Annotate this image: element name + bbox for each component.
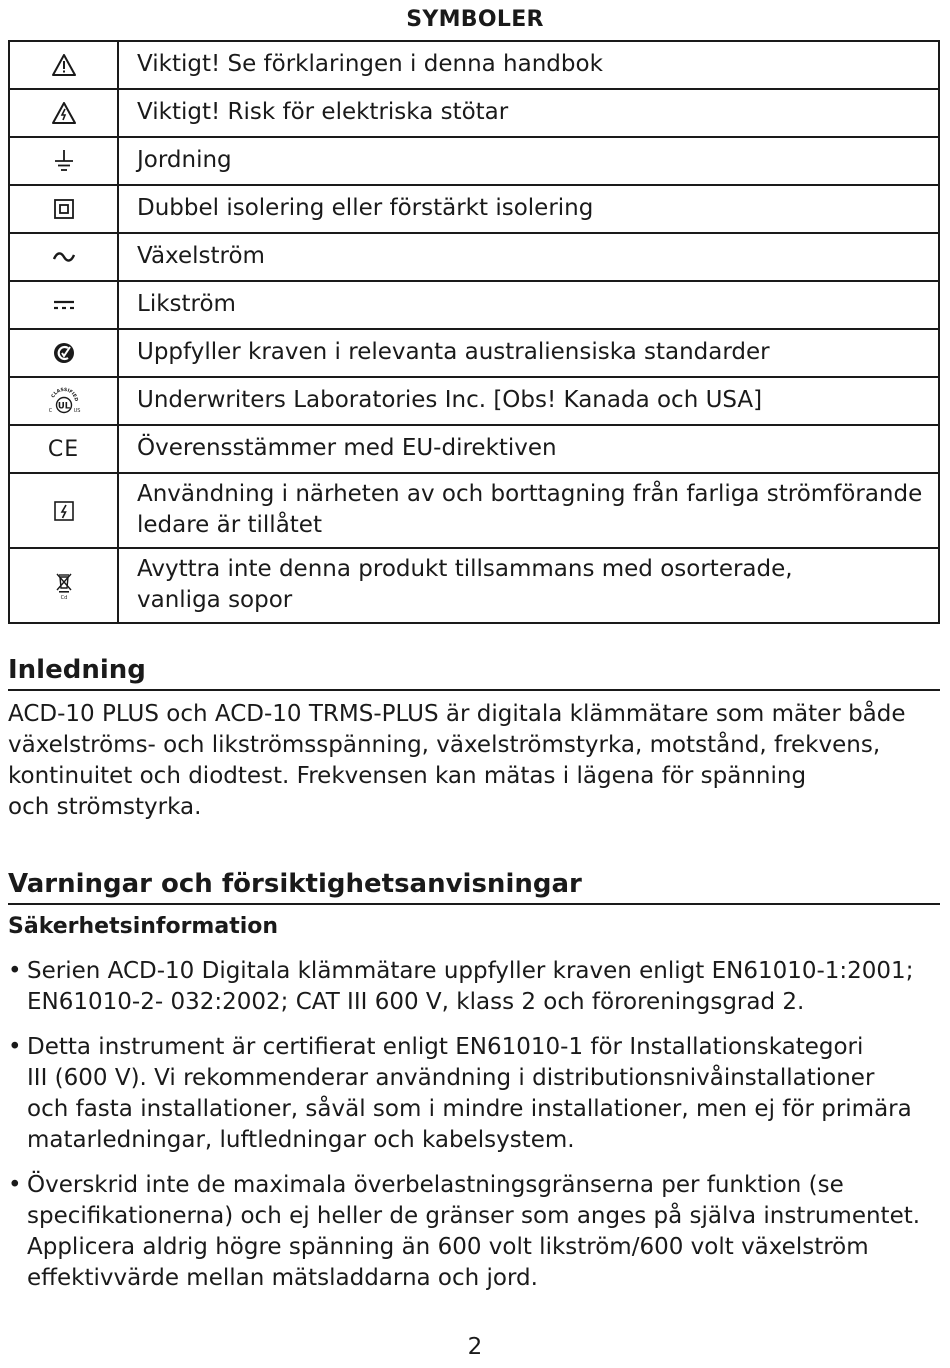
symbol-description: Viktigt! Risk för elektriska stötar (118, 89, 939, 137)
bullet-line: Detta instrument är certifierat enligt EN61010-1 för Installationskategori (27, 1034, 864, 1060)
list-item (8, 1032, 940, 1156)
description-line: Avyttra inte denna produkt tillsammans med osorterade, (137, 556, 793, 582)
paragraph-line: växelströms- och likströmsspänning, växelströmstyrka, motstånd, frekvens, (8, 732, 881, 758)
symbol-row (9, 185, 939, 233)
shock-warning-icon (52, 102, 76, 124)
bullet-marker: • (8, 1172, 22, 1198)
symbol-description: Viktigt! Se förklaringen i denna handbok (118, 41, 939, 89)
bullet-line: Applicera aldrig högre spänning än 600 volt likström/600 volt växelström (27, 1234, 869, 1260)
ground-icon (53, 149, 75, 173)
bullet-line: EN61010-2- 032:2002; CAT III 600 V, klass 2 och föroreningsgrad 2. (27, 989, 805, 1015)
list-item (8, 1170, 940, 1294)
live-conductor-icon (53, 500, 75, 522)
double-insulation-icon (53, 198, 75, 220)
symbol-description: Jordning (118, 137, 939, 185)
ce-mark-icon: CE (47, 436, 80, 462)
ul-left-text: C (48, 408, 52, 414)
symbol-row (9, 425, 939, 473)
warnings-heading: Varningar och försiktighetsanvisningar (8, 869, 940, 905)
symbol-row (9, 137, 939, 185)
bullet-line: specifikationerna) och ej heller de gränser som anges på själva instrumentet. (27, 1203, 921, 1229)
c-tick-icon (53, 342, 75, 364)
weee-label: Cd (60, 594, 67, 601)
paragraph-line: ACD-10 PLUS och ACD-10 TRMS-PLUS är digitala klämmätare som mäter både (8, 701, 906, 727)
description-line: ledare är tillåtet (137, 512, 322, 538)
symbol-description: Uppfyller kraven i relevanta australiensiska standarder (118, 329, 939, 377)
symbol-row (9, 377, 939, 425)
page-title: SYMBOLER (406, 7, 544, 32)
symbol-description (118, 548, 939, 623)
ul-center-text: UL (57, 401, 70, 412)
safety-bullet-list (8, 956, 940, 1308)
bullet-line: Överskrid inte de maximala överbelastningsgränserna per funktion (se (27, 1172, 844, 1198)
ul-classified-icon (46, 386, 82, 416)
page-number: 2 (467, 1334, 483, 1360)
paragraph-line: kontinuitet och diodtest. Frekvensen kan mätas i lägena för spänning (8, 763, 807, 789)
bullet-marker: • (8, 958, 22, 984)
bullet-line: effektivvärde mellan mätsladdarna och jord. (27, 1265, 538, 1291)
symbol-row (9, 473, 939, 548)
ul-right-text: US (73, 408, 80, 414)
symbol-description (118, 473, 939, 548)
symbol-description: Överensstämmer med EU-direktiven (118, 425, 939, 473)
weee-bin-icon (55, 571, 73, 601)
symbol-description: Likström (118, 281, 939, 329)
intro-heading: Inledning (8, 655, 940, 691)
symbol-row (9, 329, 939, 377)
safety-subheading: Säkerhetsinformation (8, 914, 279, 939)
symbol-row (9, 233, 939, 281)
svg-text:CLASSIFIED (50, 387, 79, 402)
symbol-description: Dubbel isolering eller förstärkt isolering (118, 185, 939, 233)
symbol-description: Underwriters Laboratories Inc. [Obs! Kanada och USA] (118, 377, 939, 425)
symbols-table (8, 40, 940, 624)
ac-icon (53, 250, 75, 264)
dc-icon (53, 299, 75, 311)
ul-arc-text: CLASSIFIED (50, 387, 78, 402)
paragraph-line: och strömstyrka. (8, 794, 202, 820)
symbol-row (9, 89, 939, 137)
bullet-line: matarledningar, luftledningar och kabelsystem. (27, 1127, 575, 1153)
symbol-description: Växelström (118, 233, 939, 281)
bullet-line: Serien ACD-10 Digitala klämmätare uppfyller kraven enligt EN61010-1:2001; (27, 958, 914, 984)
intro-paragraph (8, 699, 940, 823)
symbol-row (9, 281, 939, 329)
warning-triangle-icon (52, 54, 76, 76)
description-line: Användning i närheten av och borttagning från farliga strömförande (137, 481, 923, 507)
symbol-row (9, 41, 939, 89)
bullet-line: III (600 V). Vi rekommenderar användning i distributionsnivåinstallationer (27, 1065, 875, 1091)
symbol-row (9, 548, 939, 623)
bullet-line: och fasta installationer, såväl som i mindre installationer, men ej för primära (27, 1096, 912, 1122)
bullet-marker: • (8, 1034, 22, 1060)
list-item (8, 956, 940, 1018)
description-line: vanliga sopor (137, 587, 293, 613)
